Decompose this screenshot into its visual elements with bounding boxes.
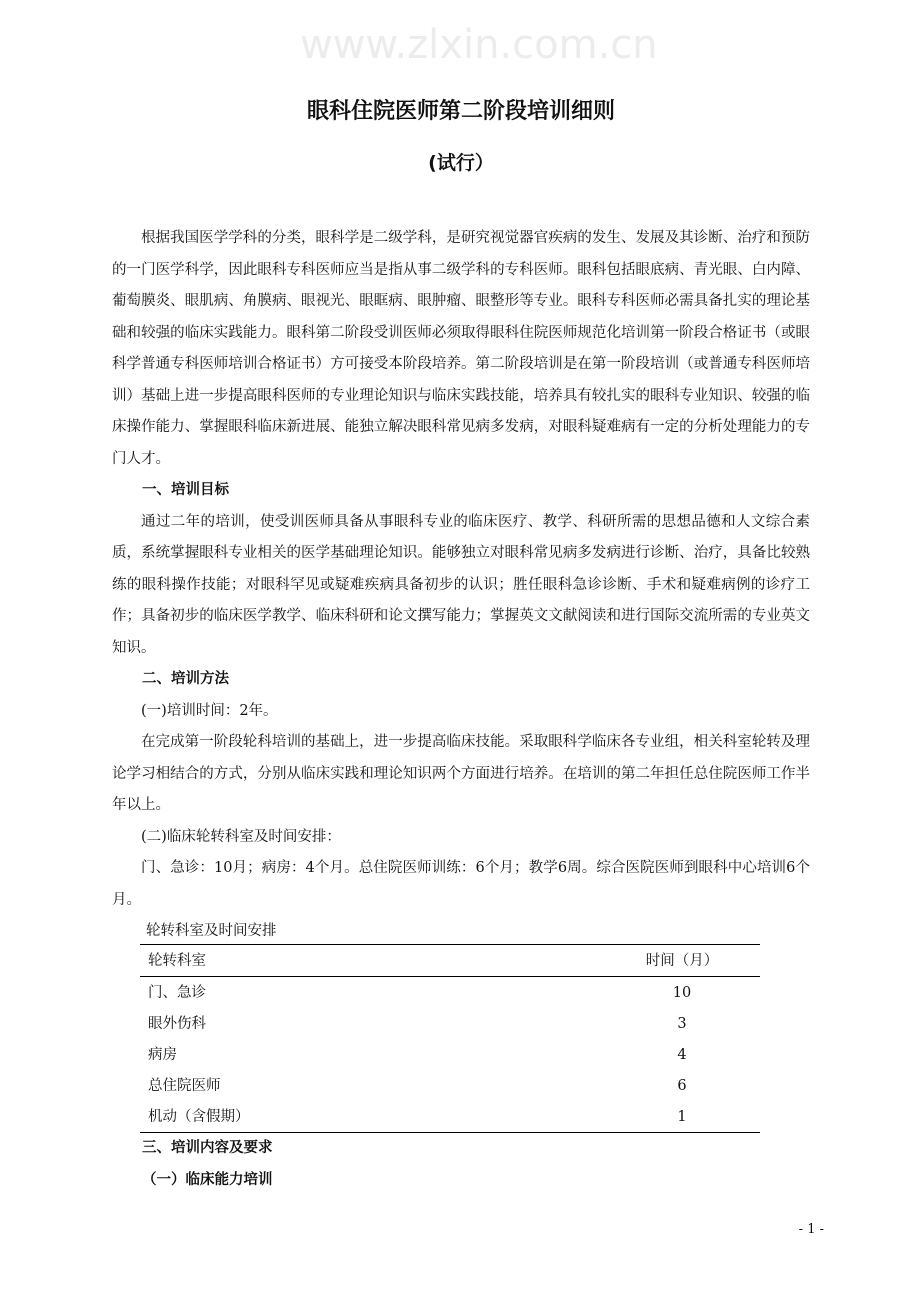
table-row <box>140 1008 760 1039</box>
section-3-subheading: （一）临床能力培训 <box>142 1171 273 1188</box>
table-row <box>140 1039 760 1070</box>
cell-department: 眼外伤科 <box>148 1015 206 1032</box>
header-department: 轮转科室 <box>148 952 206 969</box>
header-months: 时间（月） <box>645 952 719 969</box>
cell-department: 机动（含假期） <box>148 1108 250 1125</box>
document-subtitle: (试行） <box>428 152 494 174</box>
table-row <box>140 1070 760 1101</box>
cell-department: 门、急诊 <box>148 984 206 1001</box>
table-row <box>140 977 760 1009</box>
rotation-heading: (二)临床轮转科室及时间安排： <box>141 828 341 845</box>
table-row <box>140 1101 760 1133</box>
section-1-heading: 一、培训目标 <box>142 482 229 498</box>
table-header-row <box>140 945 760 977</box>
document-title: 眼科住院医师第二阶段培训细则 <box>306 99 615 124</box>
training-duration-text: 在完成第一阶段轮科培训的基础上，进一步提高临床技能。采取眼科学临床各专业组，相关科室轮转及理论学习相结合的方式，分别从临床实践和理论知识两个方面进行培养。在培训的第二年担任总住院医师工作半年以上。 <box>112 734 810 813</box>
rotation-text: 门、急诊：10月；病房：4个月。总住院医师训练：6个月；教学6周。综合医院医师到眼科中心培训6个月。 <box>112 860 810 908</box>
section-2-heading: 二、培训方法 <box>142 671 229 687</box>
cell-months: 1 <box>677 1108 687 1125</box>
training-duration: (一)培训时间：2年。 <box>141 702 278 719</box>
cell-department: 病房 <box>148 1046 177 1063</box>
section-1-text: 通过二年的培训，使受训医师具备从事眼科专业的临床医疗、教学、科研所需的思想品德和人文综合素质，系统掌握眼科专业相关的医学基础理论知识。能够独立对眼科常见病多发病进行诊断、治疗，具备比较熟练的眼科操作技能；对眼科罕见或疑难疾病具备初步的认识；胜任眼科急诊诊断、手术和疑难病例的诊疗工作；具备初步的临床医学教学、临床科研和论文撰写能力；掌握英文文献阅读和进行国际交流所需的专业英文知识。 <box>112 513 810 656</box>
cell-department: 总住院医师 <box>148 1077 221 1094</box>
intro-paragraph: 根据我国医学学科的分类，眼科学是二级学科，是研究视觉器官疾病的发生、发展及其诊断、治疗和预防的一门医学科学，因此眼科专科医师应当是指从事二级学科的专科医师。眼科包括眼底病、青光眼、白内障、葡萄膜炎、眼肌病、角膜病、眼视光、眼眶病、眼肿瘤、眼整形等专业。眼科专科医师必需具备扎实的理论基础和较强的临床实践能力。眼科第二阶段受训医师必须取得眼科住院医师规范化培训第一阶段合格证书（或眼科学普通专科医师培训合格证书）方可接受本阶段培养。第二阶段培训是在第一阶段培训（或普通专科医师培训）基础上进一步提高眼科医师的专业理论知识与临床实践技能，培养具有较扎实的眼科专业知识、较强的临床操作能力、掌握眼科临床新进展、能独立解决眼科常见病多发病，对眼科疑难病有一定的分析处理能力的专门人才。 <box>112 230 810 467</box>
rotation-table <box>140 944 760 1133</box>
cell-months: 10 <box>672 984 692 1001</box>
table-caption: 轮转科室及时间安排 <box>146 923 277 939</box>
cell-months: 6 <box>677 1077 687 1094</box>
cell-months: 3 <box>677 1015 687 1032</box>
cell-months: 4 <box>677 1046 687 1063</box>
section-3-heading: 三、培训内容及要求 <box>142 1140 273 1156</box>
page-number: - 1 - <box>798 1222 824 1237</box>
watermark: www.zlxin.com.cn <box>300 22 658 68</box>
